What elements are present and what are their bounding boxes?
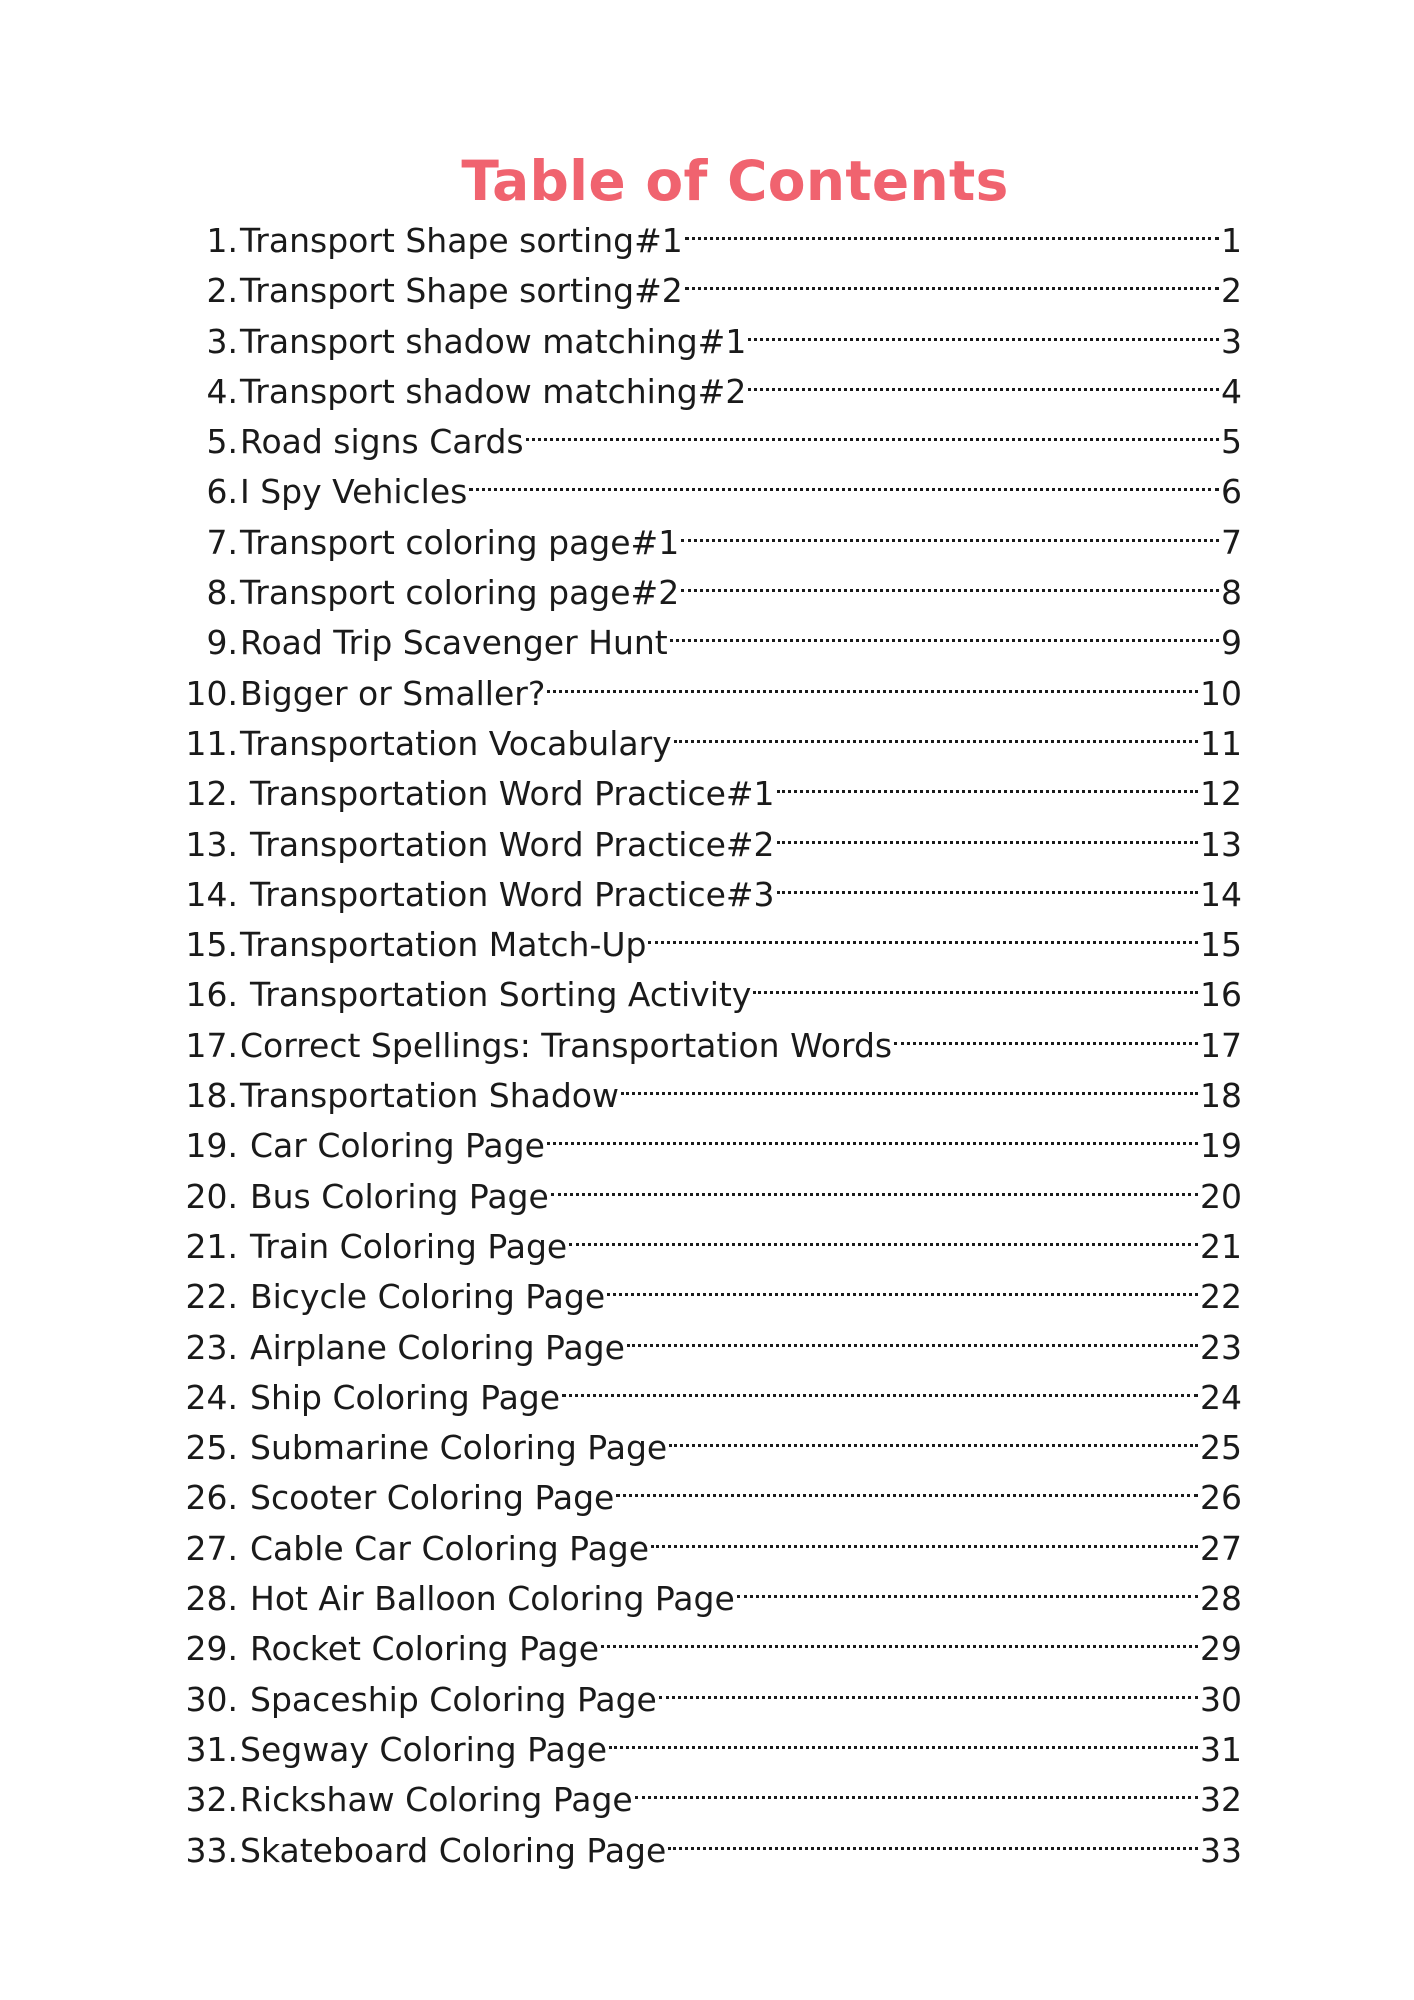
dot-leader xyxy=(685,202,1219,252)
entry-number: 4. xyxy=(206,371,238,411)
entry-title: Spaceship Coloring Page xyxy=(250,1679,657,1719)
entry-title: Bicycle Coloring Page xyxy=(250,1277,606,1317)
entry-page-number: 18 xyxy=(1200,1076,1242,1116)
entry-number: 18. xyxy=(185,1076,238,1116)
entry-title: Transportation Match-Up xyxy=(240,925,647,965)
dot-leader xyxy=(685,252,1219,302)
dot-leader xyxy=(526,403,1219,453)
entry-title: Transportation Word Practice#3 xyxy=(250,874,775,914)
entry-title: Hot Air Balloon Coloring Page xyxy=(250,1579,735,1619)
entry-page-number: 27 xyxy=(1200,1528,1242,1568)
dot-leader xyxy=(569,1208,1198,1258)
entry-page-number: 21 xyxy=(1200,1226,1242,1266)
dot-leader xyxy=(777,806,1198,856)
dot-leader xyxy=(753,956,1198,1006)
entry-page-number: 12 xyxy=(1200,774,1242,814)
dot-leader xyxy=(551,1158,1198,1208)
entry-number: 29. xyxy=(185,1629,238,1669)
entry-number: 28. xyxy=(185,1579,238,1619)
entry-page-number: 10 xyxy=(1200,673,1242,713)
entry-number: 3. xyxy=(206,321,238,361)
entry-number: 1. xyxy=(206,221,238,260)
dot-leader xyxy=(547,1107,1198,1157)
dot-leader xyxy=(601,1610,1198,1660)
entry-page-number: 2 xyxy=(1221,271,1242,311)
dot-leader xyxy=(469,453,1219,503)
entry-number: 21. xyxy=(185,1226,238,1266)
entry-page-number: 3 xyxy=(1221,321,1242,361)
entry-number: 27. xyxy=(185,1528,238,1568)
entry-title: Segway Coloring Page xyxy=(240,1729,607,1769)
toc-entry xyxy=(182,202,1242,260)
entry-page-number: 28 xyxy=(1200,1579,1242,1619)
entry-title: Transportation Word Practice#2 xyxy=(250,824,775,864)
entry-title: Transport coloring page#2 xyxy=(240,573,680,613)
entry-number: 32. xyxy=(185,1780,238,1820)
dot-leader xyxy=(777,755,1198,805)
entry-number: 26. xyxy=(185,1478,238,1518)
entry-page-number: 14 xyxy=(1200,874,1242,914)
toc-list xyxy=(182,202,1242,1870)
entry-number: 17. xyxy=(185,1025,238,1065)
entry-title: Transport Shape sorting#1 xyxy=(240,221,683,260)
entry-page-number: 4 xyxy=(1221,371,1242,411)
entry-page-number: 31 xyxy=(1200,1729,1242,1769)
entry-page-number: 15 xyxy=(1200,925,1242,965)
entry-page-number: 30 xyxy=(1200,1679,1242,1719)
dot-leader xyxy=(635,1761,1198,1811)
entry-page-number: 5 xyxy=(1221,422,1242,462)
entry-page-number: 9 xyxy=(1221,623,1242,663)
entry-number: 8. xyxy=(206,573,238,613)
entry-title: Bigger or Smaller? xyxy=(240,673,546,713)
dot-leader xyxy=(627,1309,1198,1359)
entry-page-number: 25 xyxy=(1200,1428,1242,1468)
dot-leader xyxy=(668,1812,1198,1862)
entry-page-number: 33 xyxy=(1200,1830,1242,1870)
entry-title: Transportation Sorting Activity xyxy=(250,975,752,1015)
entry-page-number: 7 xyxy=(1221,522,1242,562)
entry-title: Ship Coloring Page xyxy=(250,1377,561,1417)
entry-page-number: 6 xyxy=(1221,472,1242,512)
dot-leader xyxy=(607,1258,1198,1308)
entry-title: Bus Coloring Page xyxy=(250,1176,549,1216)
entry-number: 23. xyxy=(185,1327,238,1367)
entry-title: Airplane Coloring Page xyxy=(250,1327,625,1367)
dot-leader xyxy=(648,906,1198,956)
entry-number: 14. xyxy=(185,874,238,914)
dot-leader xyxy=(894,1007,1198,1057)
entry-number: 19. xyxy=(185,1126,238,1166)
entry-title: Transport Shape sorting#2 xyxy=(240,271,683,311)
entry-number: 9. xyxy=(206,623,238,663)
dot-leader xyxy=(609,1711,1198,1761)
entry-title: Correct Spellings: Transportation Words xyxy=(240,1025,893,1065)
entry-number: 30. xyxy=(185,1679,238,1719)
dot-leader xyxy=(748,353,1219,403)
entry-title: Train Coloring Page xyxy=(250,1226,568,1266)
dot-leader xyxy=(777,856,1198,906)
entry-title: Road signs Cards xyxy=(240,422,524,462)
entry-title: Rickshaw Coloring Page xyxy=(240,1780,633,1820)
entry-number: 20. xyxy=(185,1176,238,1216)
entry-number: 7. xyxy=(206,522,238,562)
dot-leader xyxy=(562,1359,1198,1409)
entry-number: 12. xyxy=(185,774,238,814)
entry-page-number: 22 xyxy=(1200,1277,1242,1317)
dot-leader xyxy=(674,705,1198,755)
entry-title: Road Trip Scavenger Hunt xyxy=(240,623,668,663)
page-title: Table of Contents xyxy=(461,148,1009,213)
entry-page-number: 13 xyxy=(1200,824,1242,864)
entry-page-number: 16 xyxy=(1200,975,1242,1015)
dot-leader xyxy=(670,604,1219,654)
entry-page-number: 1 xyxy=(1221,221,1242,260)
entry-title: I Spy Vehicles xyxy=(240,472,468,512)
entry-number: 15. xyxy=(185,925,238,965)
entry-number: 16. xyxy=(185,975,238,1015)
entry-number: 5. xyxy=(206,422,238,462)
dot-leader xyxy=(621,1057,1198,1107)
entry-page-number: 24 xyxy=(1200,1377,1242,1417)
dot-leader xyxy=(616,1459,1198,1509)
entry-page-number: 32 xyxy=(1200,1780,1242,1820)
dot-leader xyxy=(681,554,1219,604)
dot-leader xyxy=(651,1510,1198,1560)
entry-number: 33. xyxy=(185,1830,238,1870)
entry-page-number: 26 xyxy=(1200,1478,1242,1518)
dot-leader xyxy=(547,655,1198,705)
dot-leader xyxy=(681,504,1219,554)
entry-title: Cable Car Coloring Page xyxy=(250,1528,650,1568)
entry-page-number: 29 xyxy=(1200,1629,1242,1669)
dot-leader xyxy=(659,1661,1198,1711)
entry-title: Transportation Shadow xyxy=(240,1076,619,1116)
entry-title: Transport shadow matching#2 xyxy=(240,371,747,411)
entry-number: 13. xyxy=(185,824,238,864)
entry-page-number: 20 xyxy=(1200,1176,1242,1216)
entry-number: 22. xyxy=(185,1277,238,1317)
entry-title: Transport coloring page#1 xyxy=(240,522,680,562)
entry-number: 6. xyxy=(206,472,238,512)
entry-title: Skateboard Coloring Page xyxy=(240,1830,667,1870)
entry-title: Scooter Coloring Page xyxy=(250,1478,615,1518)
entry-page-number: 8 xyxy=(1221,573,1242,613)
entry-title: Transportation Word Practice#1 xyxy=(250,774,775,814)
entry-number: 2. xyxy=(206,271,238,311)
entry-number: 25. xyxy=(185,1428,238,1468)
entry-title: Submarine Coloring Page xyxy=(250,1428,668,1468)
dot-leader xyxy=(737,1560,1198,1610)
entry-title: Car Coloring Page xyxy=(250,1126,545,1166)
entry-number: 24. xyxy=(185,1377,238,1417)
entry-page-number: 19 xyxy=(1200,1126,1242,1166)
dot-leader xyxy=(748,303,1219,353)
entry-title: Transport shadow matching#1 xyxy=(240,321,747,361)
dot-leader xyxy=(669,1409,1198,1459)
entry-number: 31. xyxy=(185,1729,238,1769)
entry-title: Rocket Coloring Page xyxy=(250,1629,600,1669)
entry-page-number: 17 xyxy=(1200,1025,1242,1065)
entry-number: 11. xyxy=(185,723,238,763)
entry-number: 10. xyxy=(185,673,238,713)
entry-page-number: 23 xyxy=(1200,1327,1242,1367)
entry-page-number: 11 xyxy=(1200,723,1242,763)
entry-title: Transportation Vocabulary xyxy=(240,723,672,763)
